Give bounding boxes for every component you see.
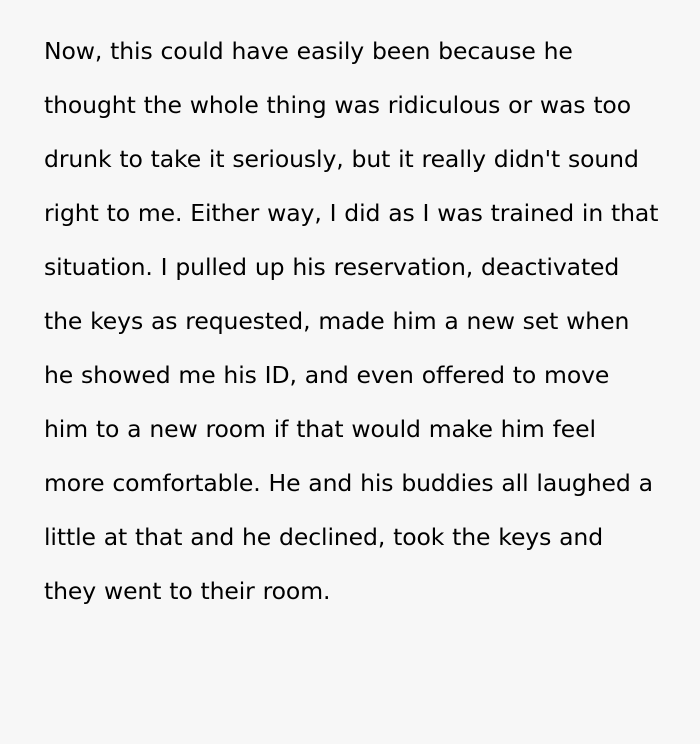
story-paragraph: Now, this could have easily been because he thought the whole thing was ridiculous or was too drunk to take it seriously, but it really didn't sound right to me. Either way, I did as I was trained in that situation. I pulled up his reservation, deactivated the keys as requested, made him a new set when he showed me his ID, and even offered to move him to a new room if that would make him feel more comfortable. He and his buddies all laughed a little at that and he declined, took the keys and they went to their room. [44,37,667,605]
